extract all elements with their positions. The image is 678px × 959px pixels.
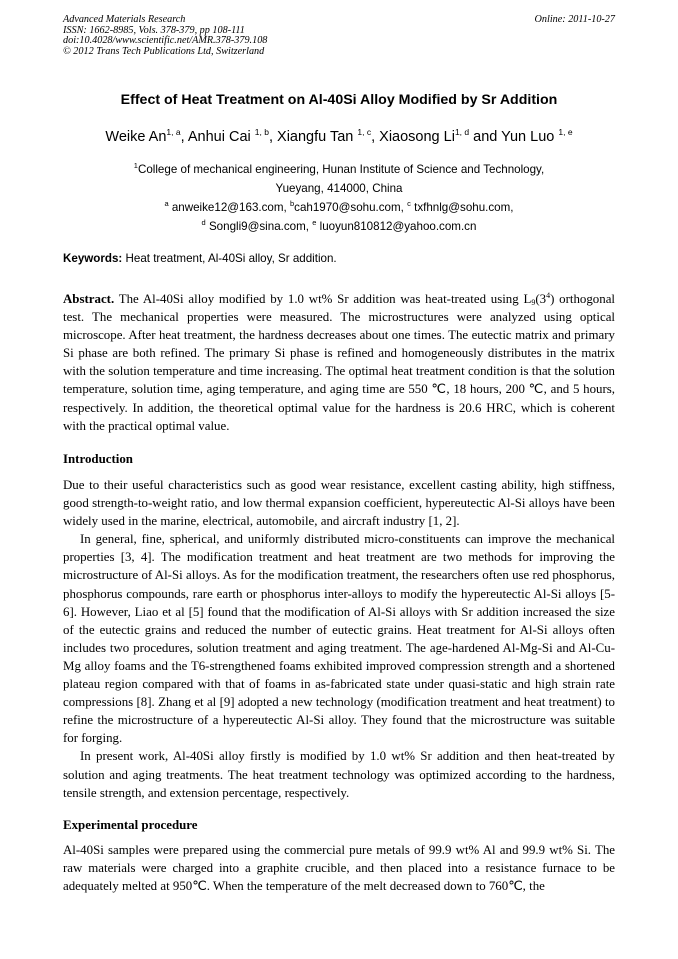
paragraph: Al-40Si samples were prepared using the commercial pure metals of 99.9 wt% Al and 99.9 wt% Si. The raw materials were charged into a graphite crucible, and then placed into a resistance furnace to be adequately melted at 950℃. When the temperature of the melt decreased down to 760℃, the bbox=[63, 843, 615, 894]
keywords bbox=[63, 252, 337, 265]
author-list: Weike An$^{1, a}$, Anhui Cai $^{1, b}$, Xiangfu Tan $^{1, c}$, Xiaosong Li$^{1, d}$ and Yun Luo $^{1, e}$ bbox=[105, 127, 573, 145]
email-line: $^d$ Songli9@sina.com, $^e$ luoyun810812@yahoo.com.cn bbox=[201, 218, 477, 233]
keywords-text: Heat treatment, Al-40Si alloy, Sr addition. bbox=[122, 252, 337, 265]
paragraph: Due to their useful characteristics such as good wear resistance, excellent casting ability, high stiffness, good strength-to-weight ratio, and low thermal expansion coefficient, hypereutectic Al-Si alloys have been widely used in the marine, electrical, automobile, and aircraft industry [1, 2]. bbox=[63, 478, 615, 529]
issn-line: ISSN: 1662-8985, Vols. 378-379, pp 108-111 bbox=[63, 24, 245, 36]
email-link[interactable]: Songli9@sina.com bbox=[205, 220, 306, 233]
email-link[interactable]: txfhnlg@sohu.com bbox=[410, 201, 511, 214]
doi-line: doi:10.4028/www.scientific.net/AMR.378-379.108 bbox=[63, 35, 268, 47]
author-affil-mark: 1, e bbox=[558, 127, 573, 137]
email-link[interactable]: luoyun810812@yahoo.com.cn bbox=[316, 220, 477, 233]
email-link[interactable]: cah1970@sohu.com bbox=[294, 201, 401, 214]
affiliation-block bbox=[0, 160, 678, 236]
paragraph: In present work, Al-40Si alloy firstly is modified by 1.0 wt% Sr addition and then heat-treated by solution and aging treatments. The heat treatment technology was optimized according to the hardness, tensile strength, and extension percentage, respectively. bbox=[63, 749, 615, 800]
author-name: Xiangfu Tan bbox=[277, 129, 358, 145]
author-name: Yun Luo bbox=[501, 129, 559, 145]
affiliation-address: Yueyang, 414000, China bbox=[275, 182, 403, 195]
section-heading-experimental: Experimental procedure bbox=[63, 818, 198, 832]
author-affil-mark: 1, c bbox=[357, 127, 372, 137]
introduction-body bbox=[63, 476, 615, 802]
paragraph: In general, fine, spherical, and uniformly distributed micro-constituents can improve the mechanical properties [3, 4]. The modification treatment and heat treatment are two methods for improving the microstructure of Al-Si alloys. As for the modification treatment, the researchers often use red phosphorus, phosphorus compounds, rare earth or phosphorus inter-alloys to modify the hypereutectic Al-Si alloys [5-6]. However, Liao et al [5] found that the modification of Al-Si alloys with Sr addition increased the size of the eutectic grains and reduced the number of eutectic grains. Heat treatment for Al-Si alloys often includes two procedures, solution treatment and aging treatment. The age-hardened Al-Mg-Si and Al-Cu-Mg alloy foams and the T6-strengthened foams exhibited improved compression strength and a shortened plateau region compared with that of foams in as-fabricated state under quasi-static and high strain rate compressions [8]. Zhang et al [9] adopted a new technology (modification treatment and heat treatment) to refine the microstructure of a hypereutectic Al-Si alloy. They found that the microstructure was suitable for forging. bbox=[63, 532, 615, 746]
journal-name: Advanced Materials Research bbox=[63, 14, 186, 25]
section-heading-introduction: Introduction bbox=[63, 452, 133, 466]
journal-header bbox=[63, 15, 267, 57]
email-link[interactable]: anweike12@163.com bbox=[168, 201, 284, 214]
author-affil-mark: 1, a bbox=[166, 127, 181, 137]
author-affil-mark: 1, b bbox=[254, 127, 269, 137]
author-affil-mark: 1, d bbox=[454, 127, 470, 137]
abstract: Abstract. The Al-40Si alloy modified by 1.0 wt% Sr addition was heat-treated using $L_9(3^4)$ orthogonal test. The mechanical properties were measured. The microstructures were analyzed using optical microscope. After heat treatment, the hardness decreases about one times. The eutectic matrix and primary Si phase are both refined. The primary Si phase is refined and homogeneously distributes in the matrix with the solution temperature and time increasing. The optimal heat treatment condition is that the solution temperature, solution time, aging temperature, and aging time are 550 ℃, 18 hours, 200 ℃, and 5 hours, respectively. In addition, the theoretical optimal value for the hardness is 20.6 HRC, which is coherent with the practical optimal value. bbox=[63, 291, 615, 433]
paper-title: Effect of Heat Treatment on Al-40Si Alloy Modified by Sr Addition bbox=[120, 92, 558, 108]
abstract-label: Abstract. bbox=[63, 292, 115, 306]
affiliation-line: $^1$College of mechanical engineering, Hunan Institute of Science and Technology, bbox=[133, 161, 545, 176]
author-name: Xiaosong Li bbox=[379, 129, 455, 145]
experimental-body bbox=[63, 841, 615, 895]
author-name: Anhui Cai bbox=[187, 129, 255, 145]
online-date: Online: 2011-10-27 bbox=[534, 14, 615, 25]
copyright-line: © 2012 Trans Tech Publications Ltd, Switzerland bbox=[63, 45, 265, 57]
author-name: Weike An bbox=[105, 129, 167, 145]
keywords-label: Keywords: bbox=[63, 252, 123, 265]
email-line: $^a$ anweike12@163.com, $^b$cah1970@sohu.com, $^c$ txfhnlg@sohu.com, bbox=[164, 199, 514, 214]
